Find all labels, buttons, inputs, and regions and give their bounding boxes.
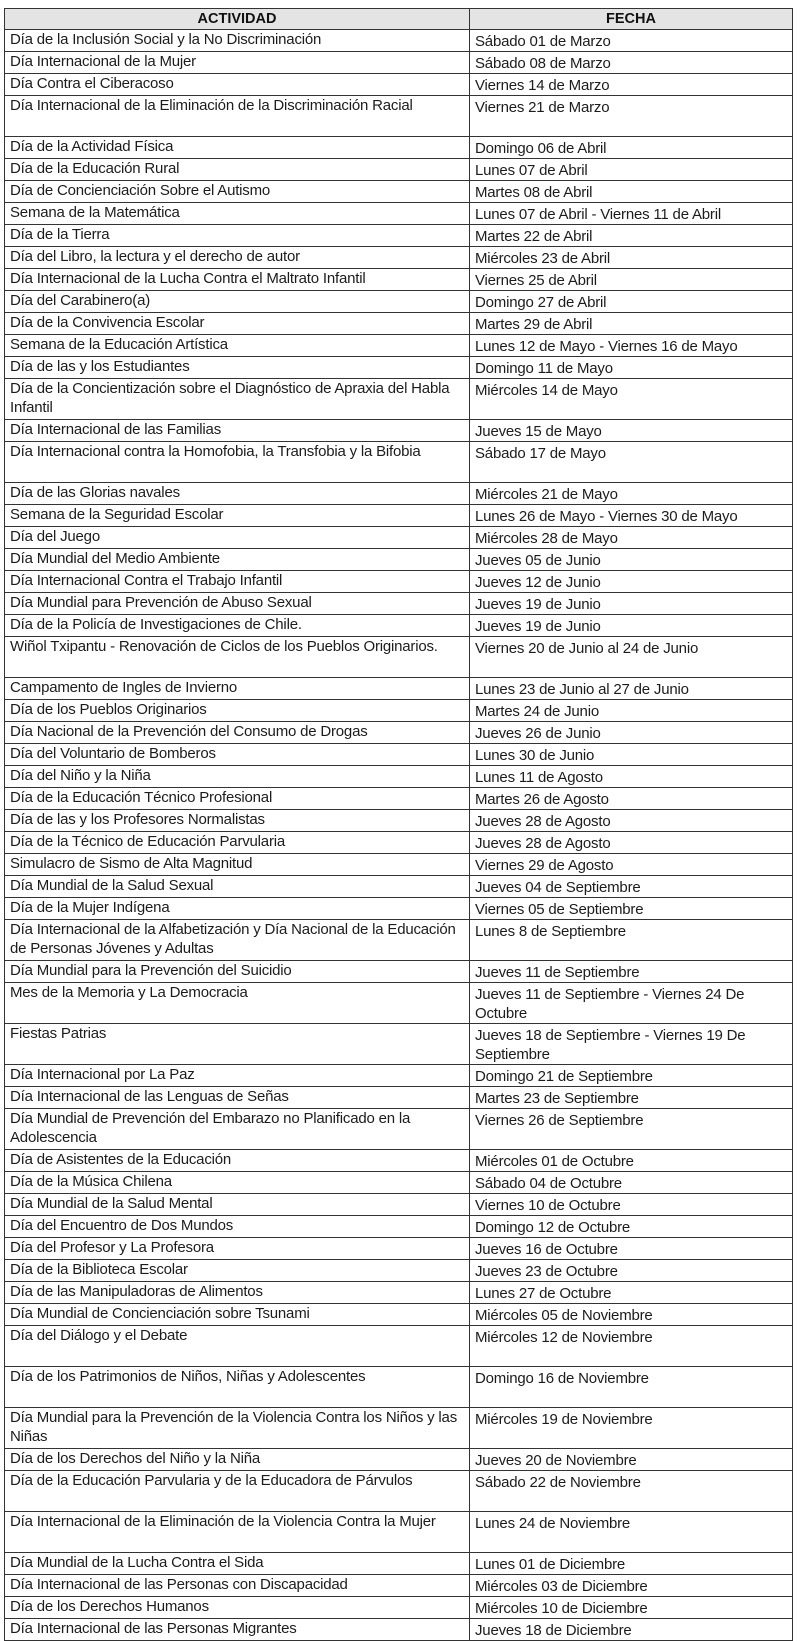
activity-cell: Día Contra el Ciberacoso	[5, 74, 470, 96]
table-row	[5, 1109, 793, 1150]
date-cell: Miércoles 14 de Mayo	[470, 379, 793, 420]
activity-cell: Día del Voluntario de Bomberos	[5, 744, 470, 766]
date-cell: Jueves 26 de Junio	[470, 722, 793, 744]
activity-cell: Simulacro de Sismo de Alta Magnitud	[5, 854, 470, 876]
activity-cell: Día de la Educación Técnico Profesional	[5, 788, 470, 810]
table-row	[5, 1304, 793, 1326]
date-cell: Miércoles 10 de Diciembre	[470, 1597, 793, 1619]
activity-cell: Día de los Derechos del Niño y la Niña	[5, 1449, 470, 1471]
date-cell: Domingo 27 de Abril	[470, 291, 793, 313]
table-row	[5, 1172, 793, 1194]
table-row	[5, 505, 793, 527]
table-row	[5, 225, 793, 247]
date-cell: Miércoles 03 de Diciembre	[470, 1575, 793, 1597]
table-row	[5, 291, 793, 313]
activity-cell: Día de los Derechos Humanos	[5, 1597, 470, 1619]
activity-cell: Día de las y los Profesores Normalistas	[5, 810, 470, 832]
table-row	[5, 483, 793, 505]
table-row	[5, 637, 793, 678]
activity-cell: Día Nacional de la Prevención del Consumo de Drogas	[5, 722, 470, 744]
date-cell: Viernes 10 de Octubre	[470, 1194, 793, 1216]
table-row	[5, 549, 793, 571]
table-header-row	[5, 9, 793, 30]
date-cell: Lunes 07 de Abril	[470, 159, 793, 181]
date-cell: Sábado 04 de Octubre	[470, 1172, 793, 1194]
table-row	[5, 722, 793, 744]
activity-cell: Semana de la Educación Artística	[5, 335, 470, 357]
activity-cell: Día Internacional de la Lucha Contra el Maltrato Infantil	[5, 269, 470, 291]
date-cell: Lunes 23 de Junio al 27 de Junio	[470, 678, 793, 700]
date-cell: Miércoles 21 de Mayo	[470, 483, 793, 505]
date-cell: Lunes 30 de Junio	[470, 744, 793, 766]
activity-cell: Día de Asistentes de la Educación	[5, 1150, 470, 1172]
activity-cell: Día Internacional de las Personas Migrantes	[5, 1619, 470, 1641]
table-row	[5, 832, 793, 854]
date-cell: Jueves 28 de Agosto	[470, 832, 793, 854]
activity-cell: Día Mundial para la Prevención del Suicidio	[5, 961, 470, 983]
table-row	[5, 357, 793, 379]
table-row	[5, 1367, 793, 1408]
date-cell: Domingo 06 de Abril	[470, 137, 793, 159]
activity-cell: Día de la Música Chilena	[5, 1172, 470, 1194]
date-cell: Domingo 11 de Mayo	[470, 357, 793, 379]
table-row	[5, 1553, 793, 1575]
header-fecha: FECHA	[470, 9, 793, 30]
date-cell: Miércoles 23 de Abril	[470, 247, 793, 269]
activity-cell: Día Mundial del Medio Ambiente	[5, 549, 470, 571]
date-cell: Miércoles 05 de Noviembre	[470, 1304, 793, 1326]
activity-cell: Día Internacional de las Familias	[5, 420, 470, 442]
date-cell: Jueves 16 de Octubre	[470, 1238, 793, 1260]
date-cell: Viernes 05 de Septiembre	[470, 898, 793, 920]
table-row	[5, 571, 793, 593]
activity-cell: Día de la Técnico de Educación Parvularia	[5, 832, 470, 854]
activity-cell: Día de la Policía de Investigaciones de Chile.	[5, 615, 470, 637]
table-row	[5, 744, 793, 766]
table-row	[5, 700, 793, 722]
table-row	[5, 313, 793, 335]
activity-cell: Día Mundial de Concienciación sobre Tsunami	[5, 1304, 470, 1326]
date-cell: Lunes 01 de Diciembre	[470, 1553, 793, 1575]
date-cell: Jueves 18 de Septiembre - Viernes 19 De Septiembre	[470, 1024, 793, 1065]
date-cell: Martes 24 de Junio	[470, 700, 793, 722]
activity-cell: Día Internacional de las Personas con Discapacidad	[5, 1575, 470, 1597]
activity-cell: Día del Diálogo y el Debate	[5, 1326, 470, 1367]
table-row	[5, 1471, 793, 1512]
activity-cell: Día Internacional por La Paz	[5, 1065, 470, 1087]
table-row	[5, 159, 793, 181]
activity-cell: Día de los Patrimonios de Niños, Niñas y Adolescentes	[5, 1367, 470, 1408]
date-cell: Martes 29 de Abril	[470, 313, 793, 335]
activity-cell: Día de las Glorias navales	[5, 483, 470, 505]
date-cell: Jueves 23 de Octubre	[470, 1260, 793, 1282]
activity-cell: Campamento de Ingles de Invierno	[5, 678, 470, 700]
date-cell: Viernes 21 de Marzo	[470, 96, 793, 137]
table-row	[5, 1597, 793, 1619]
activity-cell: Wiñol Txipantu - Renovación de Ciclos de los Pueblos Originarios.	[5, 637, 470, 678]
date-cell: Lunes 27 de Octubre	[470, 1282, 793, 1304]
table-row	[5, 137, 793, 159]
table-row	[5, 1282, 793, 1304]
table-row	[5, 810, 793, 832]
date-cell: Jueves 05 de Junio	[470, 549, 793, 571]
activity-cell: Día Mundial de la Lucha Contra el Sida	[5, 1553, 470, 1575]
table-row	[5, 1619, 793, 1641]
activity-cell: Día del Encuentro de Dos Mundos	[5, 1216, 470, 1238]
table-row	[5, 961, 793, 983]
activity-cell: Día Internacional de la Eliminación de la Violencia Contra la Mujer	[5, 1512, 470, 1553]
table-row	[5, 1150, 793, 1172]
activity-cell: Día del Juego	[5, 527, 470, 549]
activity-cell: Día de la Biblioteca Escolar	[5, 1260, 470, 1282]
date-cell: Martes 22 de Abril	[470, 225, 793, 247]
table-row	[5, 52, 793, 74]
date-cell: Lunes 12 de Mayo - Viernes 16 de Mayo	[470, 335, 793, 357]
activity-cell: Mes de la Memoria y La Democracia	[5, 983, 470, 1024]
date-cell: Jueves 18 de Diciembre	[470, 1619, 793, 1641]
table-row	[5, 876, 793, 898]
activity-cell: Día Internacional de la Mujer	[5, 52, 470, 74]
activity-cell: Día del Libro, la lectura y el derecho de autor	[5, 247, 470, 269]
table-row	[5, 1024, 793, 1065]
activity-cell: Semana de la Seguridad Escolar	[5, 505, 470, 527]
activity-cell: Día Internacional de las Lenguas de Señas	[5, 1087, 470, 1109]
date-cell: Lunes 07 de Abril - Viernes 11 de Abril	[470, 203, 793, 225]
date-cell: Lunes 11 de Agosto	[470, 766, 793, 788]
activity-cell: Día de Concienciación Sobre el Autismo	[5, 181, 470, 203]
table-row	[5, 983, 793, 1024]
table-row	[5, 1238, 793, 1260]
date-cell: Martes 23 de Septiembre	[470, 1087, 793, 1109]
date-cell: Viernes 14 de Marzo	[470, 74, 793, 96]
table-row	[5, 420, 793, 442]
date-cell: Sábado 17 de Mayo	[470, 442, 793, 483]
activities-table	[4, 8, 793, 1641]
table-row	[5, 678, 793, 700]
date-cell: Sábado 08 de Marzo	[470, 52, 793, 74]
date-cell: Jueves 20 de Noviembre	[470, 1449, 793, 1471]
date-cell: Lunes 26 de Mayo - Viernes 30 de Mayo	[470, 505, 793, 527]
activity-cell: Día de la Educación Rural	[5, 159, 470, 181]
table-row	[5, 335, 793, 357]
date-cell: Viernes 29 de Agosto	[470, 854, 793, 876]
date-cell: Jueves 11 de Septiembre	[470, 961, 793, 983]
activity-cell: Día Internacional de la Eliminación de la Discriminación Racial	[5, 96, 470, 137]
table-row	[5, 788, 793, 810]
date-cell: Lunes 24 de Noviembre	[470, 1512, 793, 1553]
activity-cell: Día Internacional contra la Homofobia, la Transfobia y la Bifobia	[5, 442, 470, 483]
table-row	[5, 1449, 793, 1471]
table-row	[5, 1326, 793, 1367]
table-row	[5, 1260, 793, 1282]
activity-cell: Día de la Convivencia Escolar	[5, 313, 470, 335]
table-body	[5, 30, 793, 1641]
activity-cell: Día Mundial de la Salud Mental	[5, 1194, 470, 1216]
table-row	[5, 269, 793, 291]
date-cell: Martes 08 de Abril	[470, 181, 793, 203]
date-cell: Miércoles 28 de Mayo	[470, 527, 793, 549]
date-cell: Miércoles 12 de Noviembre	[470, 1326, 793, 1367]
date-cell: Jueves 19 de Junio	[470, 615, 793, 637]
table-row	[5, 1408, 793, 1449]
table-row	[5, 854, 793, 876]
header-actividad: ACTIVIDAD	[5, 9, 470, 30]
table-row	[5, 766, 793, 788]
date-cell: Miércoles 19 de Noviembre	[470, 1408, 793, 1449]
table-row	[5, 920, 793, 961]
activity-cell: Día Mundial de la Salud Sexual	[5, 876, 470, 898]
table-row	[5, 247, 793, 269]
date-cell: Martes 26 de Agosto	[470, 788, 793, 810]
date-cell: Domingo 12 de Octubre	[470, 1216, 793, 1238]
table-row	[5, 379, 793, 420]
table-row	[5, 593, 793, 615]
activity-cell: Fiestas Patrias	[5, 1024, 470, 1065]
date-cell: Viernes 20 de Junio al 24 de Junio	[470, 637, 793, 678]
table-row	[5, 1087, 793, 1109]
table-row	[5, 74, 793, 96]
activity-cell: Semana de la Matemática	[5, 203, 470, 225]
date-cell: Jueves 15 de Mayo	[470, 420, 793, 442]
table-row	[5, 96, 793, 137]
activity-cell: Día de la Concientización sobre el Diagnóstico de Apraxia del Habla Infantil	[5, 379, 470, 420]
date-cell: Miércoles 01 de Octubre	[470, 1150, 793, 1172]
activity-cell: Día de la Educación Parvularia y de la Educadora de Párvulos	[5, 1471, 470, 1512]
activity-cell: Día Mundial para la Prevención de la Violencia Contra los Niños y las Niñas	[5, 1408, 470, 1449]
date-cell: Viernes 26 de Septiembre	[470, 1109, 793, 1150]
activity-cell: Día Internacional de la Alfabetización y Día Nacional de la Educación de Personas Jóvenes y Adultas	[5, 920, 470, 961]
table-row	[5, 442, 793, 483]
activity-cell: Día del Carabinero(a)	[5, 291, 470, 313]
date-cell: Sábado 22 de Noviembre	[470, 1471, 793, 1512]
table-row	[5, 527, 793, 549]
activity-cell: Día de la Actividad Física	[5, 137, 470, 159]
date-cell: Jueves 12 de Junio	[470, 571, 793, 593]
calendar-document	[4, 8, 792, 1641]
table-row	[5, 1216, 793, 1238]
date-cell: Domingo 21 de Septiembre	[470, 1065, 793, 1087]
activity-cell: Día Mundial para Prevención de Abuso Sexual	[5, 593, 470, 615]
activity-cell: Día del Niño y la Niña	[5, 766, 470, 788]
activity-cell: Día de la Mujer Indígena	[5, 898, 470, 920]
activity-cell: Día Internacional Contra el Trabajo Infantil	[5, 571, 470, 593]
activity-cell: Día de las y los Estudiantes	[5, 357, 470, 379]
activity-cell: Día de la Inclusión Social y la No Discriminación	[5, 30, 470, 52]
table-row	[5, 1065, 793, 1087]
date-cell: Sábado 01 de Marzo	[470, 30, 793, 52]
date-cell: Jueves 19 de Junio	[470, 593, 793, 615]
table-row	[5, 203, 793, 225]
table-row	[5, 1575, 793, 1597]
activity-cell: Día Mundial de Prevención del Embarazo no Planificado en la Adolescencia	[5, 1109, 470, 1150]
date-cell: Jueves 04 de Septiembre	[470, 876, 793, 898]
table-row	[5, 898, 793, 920]
table-row	[5, 1512, 793, 1553]
activity-cell: Día de los Pueblos Originarios	[5, 700, 470, 722]
date-cell: Domingo 16 de Noviembre	[470, 1367, 793, 1408]
activity-cell: Día de las Manipuladoras de Alimentos	[5, 1282, 470, 1304]
table-row	[5, 1194, 793, 1216]
date-cell: Viernes 25 de Abril	[470, 269, 793, 291]
table-row	[5, 615, 793, 637]
activity-cell: Día del Profesor y La Profesora	[5, 1238, 470, 1260]
table-row	[5, 30, 793, 52]
date-cell: Lunes 8 de Septiembre	[470, 920, 793, 961]
table-row	[5, 181, 793, 203]
date-cell: Jueves 11 de Septiembre - Viernes 24 De Octubre	[470, 983, 793, 1024]
activity-cell: Día de la Tierra	[5, 225, 470, 247]
date-cell: Jueves 28 de Agosto	[470, 810, 793, 832]
